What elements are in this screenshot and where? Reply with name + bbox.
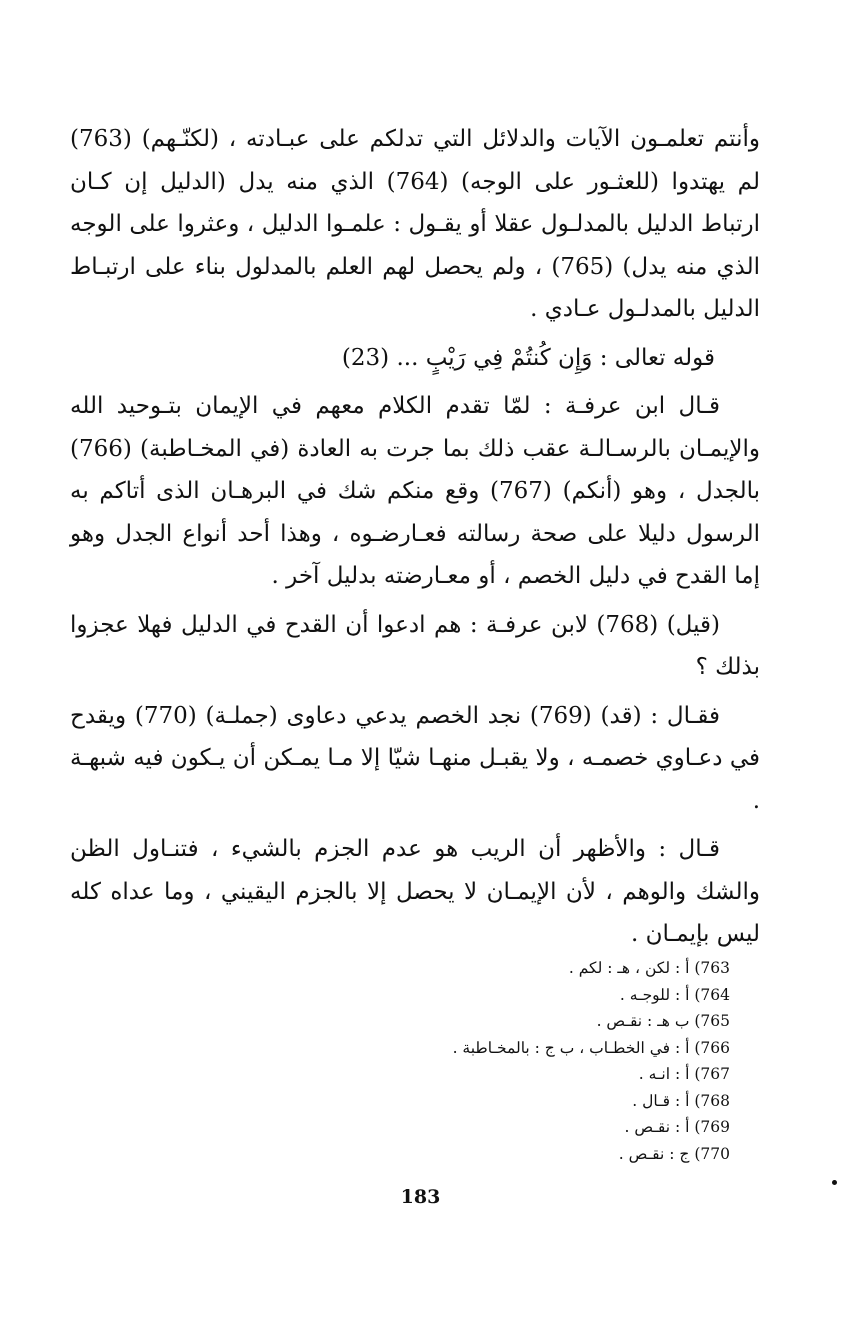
- paragraph: فقـال : (قد) (769) نجد الخصم يدعي دعاوى (جملـة) (770) ويقدح في دعـاوي خصمـه ، ولا يقبـل منهـا شيّا إلا مـا يمـكن أن يـكون فيه شبهـة .: [70, 702, 760, 814]
- quran-verse-heading: قوله تعالى : وَإِن كُنتُمْ فِي رَيْبٍ ... (23): [341, 344, 715, 371]
- footnote: 763) أ : لكن ، هـ : لكم .: [568, 959, 730, 977]
- footnote: 766) أ : في الخطـاب ، ب ج : بالمخـاطبة .: [452, 1038, 730, 1057]
- paragraph: قـال : والأظهر أن الريب هو عدم الجزم بالشيء ، فتنـاول الظن والشك والوهم ، لأن الإيمـان لا يحصل إلا بالجزم اليقيني ، وما عداه كله ليس بإيمـان .: [70, 836, 760, 947]
- footnote: 770) ج : نقـص .: [618, 1144, 730, 1163]
- paragraph: وأنتم تعلمـون الآيات والدلائل التي تدلكم على عبـادته ، (لكنّـهم) (763) لم يهتدوا (للعثـور على الوجه) (764) الذي منه يدل (الدليل إن كـان ارتباط الدليل بالمدلـول عقلا أو يقـول : علمـوا الدليل ، وعثروا على الوجه الذي منه يدل) (765) ، ولم يحصل لهم العلم بالمدلول بناء على ارتبـاط الدليل بالمدلـول عـادي .: [70, 126, 760, 322]
- footnote: 767) أ : انـه .: [638, 1065, 730, 1083]
- paragraph: قـال ابن عرفـة : لمّا تقدم الكلام معهم في الإيمان بتـوحيد الله والإيمـان بالرسـالـة عقب ذلك بما جرت به العادة (في المخـاطبة) (766) بالجدل ، وهو (أنكم) (767) وقع منكم شك في البرهـان الذى أتاكم به الرسول دليلا على صحة رسالته فعـارضـوه ، وهذا أحد أنواع الجدل وهو إما القدح في دليل الخصم ، أو معـارضته بدليل آخر .: [70, 393, 761, 589]
- footnotes: [290, 955, 730, 1167]
- footnote: 768) أ : قـال .: [632, 1091, 730, 1110]
- paragraph: (قيل) (768) لابن عرفـة : هم ادعوا أن القدح في الدليل فهلا عجزوا بذلك ؟: [70, 611, 760, 680]
- footnote: 765) ب هـ : نقـص .: [596, 1012, 730, 1030]
- footnote: 764) أ : للوجـه .: [619, 985, 730, 1004]
- footnote: 769) أ : نقـص .: [624, 1118, 730, 1136]
- main-text: [70, 118, 760, 956]
- page-number: 183: [400, 1186, 441, 1208]
- scan-mark: [832, 1180, 837, 1185]
